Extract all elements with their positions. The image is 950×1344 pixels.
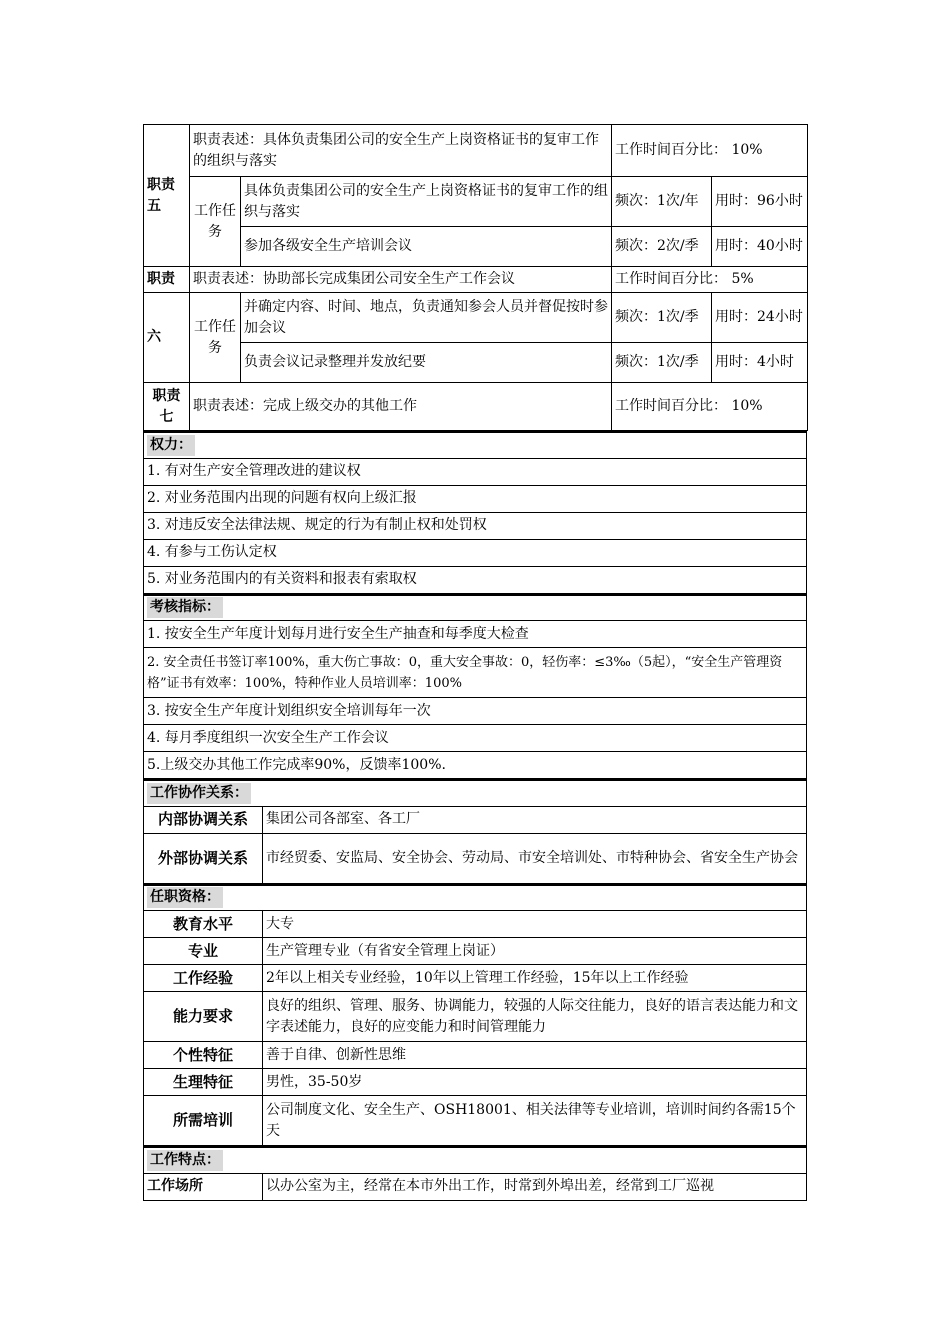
- duty6-task-1-time: 用时：24小时: [712, 293, 808, 343]
- duty5-task-2-time: 用时：40小时: [712, 227, 808, 267]
- power-item: 5. 对业务范围内的有关资料和报表有索取权: [144, 566, 807, 593]
- major-label: 专业: [144, 938, 263, 965]
- kpi-item: 5.上级交办其他工作完成率90%，反馈率100%.: [144, 752, 807, 779]
- internal-coordination-label: 内部协调关系: [144, 806, 263, 833]
- duty6-label-top: 职责: [144, 267, 190, 293]
- duties-table: [143, 124, 808, 431]
- qualifications-header: 任职资格：: [147, 887, 223, 908]
- training-label: 所需培训: [144, 1096, 263, 1146]
- powers-table: [143, 431, 807, 594]
- powers-header: 权力：: [147, 435, 195, 456]
- duty5-label: 职责五: [144, 125, 190, 267]
- external-coordination-label: 外部协调关系: [144, 833, 263, 883]
- workplace-label: 工作场所: [144, 1173, 263, 1200]
- duty6-task-2-time: 用时：4小时: [712, 343, 808, 383]
- kpi-item: 4. 每月季度组织一次安全生产工作会议: [144, 725, 807, 752]
- education-value: 大专: [263, 911, 807, 938]
- duty5-task-2: 参加各级安全生产培训会议: [241, 227, 612, 267]
- power-item: 1. 有对生产安全管理改进的建议权: [144, 458, 807, 485]
- work-features-header: 工作特点：: [147, 1150, 223, 1171]
- kpi-table: [143, 594, 807, 780]
- duty6-task-2-frequency: 频次：1次/季: [612, 343, 712, 383]
- kpi-item: 1. 按安全生产年度计划每月进行安全生产抽查和每季度大检查: [144, 621, 807, 648]
- duty5-statement: 职责表述：具体负责集团公司的安全生产上岗资格证书的复审工作的组织与落实: [190, 125, 612, 177]
- major-value: 生产管理专业（有省安全管理上岗证）: [263, 938, 807, 965]
- duty6-task-1-frequency: 频次：1次/季: [612, 293, 712, 343]
- experience-label: 工作经验: [144, 965, 263, 992]
- qualifications-table: [143, 884, 807, 1147]
- education-label: 教育水平: [144, 911, 263, 938]
- experience-value: 2年以上相关专业经验，10年以上管理工作经验，15年以上工作经验: [263, 965, 807, 992]
- workplace-value: 以办公室为主，经常在本市外出工作，时常到外埠出差，经常到工厂巡视: [263, 1173, 807, 1200]
- duty7-statement: 职责表述：完成上级交办的其他工作: [190, 383, 612, 431]
- physiology-value: 男性，35-50岁: [263, 1069, 807, 1096]
- cooperation-header: 工作协作关系：: [147, 783, 251, 804]
- duty5-task-1: 具体负责集团公司的安全生产上岗资格证书的复审工作的组织与落实: [241, 177, 612, 227]
- duty6-statement: 职责表述：协助部长完成集团公司安全生产工作会议: [190, 267, 612, 293]
- kpi-header: 考核指标：: [147, 597, 223, 618]
- personality-label: 个性特征: [144, 1042, 263, 1069]
- duty5-time-percent: 工作时间百分比： 10%: [612, 125, 808, 177]
- duty5-task-2-frequency: 频次：2次/季: [612, 227, 712, 267]
- personality-value: 善于自律、创新性思维: [263, 1042, 807, 1069]
- duty6-task-label: 工作任务: [190, 293, 241, 383]
- work-features-table: [143, 1146, 807, 1201]
- duty7-time-percent: 工作时间百分比： 10%: [612, 383, 808, 431]
- cooperation-table: [143, 779, 807, 884]
- ability-label: 能力要求: [144, 992, 263, 1042]
- duty6-label-bottom: 六: [144, 293, 190, 383]
- duty5-task-label: 工作任务: [190, 177, 241, 267]
- training-value: 公司制度文化、安全生产、OSH18001、相关法律等专业培训，培训时间约各需15个天: [263, 1096, 807, 1146]
- duty5-task-1-frequency: 频次：1次/年: [612, 177, 712, 227]
- power-item: 2. 对业务范围内出现的问题有权向上级汇报: [144, 485, 807, 512]
- kpi-item: 2. 安全责任书签订率100%，重大伤亡事故：0，重大安全事故：0，轻伤率：≤3‰（5起），“安全生产管理资格”证书有效率：100%，特种作业人员培训率：100%: [144, 648, 807, 698]
- ability-value: 良好的组织、管理、服务、协调能力，较强的人际交往能力，良好的语言表达能力和文字表述能力，良好的应变能力和时间管理能力: [263, 992, 807, 1042]
- power-item: 4. 有参与工伤认定权: [144, 539, 807, 566]
- duty6-task-1: 并确定内容、时间、地点，负责通知参会人员并督促按时参加会议: [241, 293, 612, 343]
- duty6-task-2: 负责会议记录整理并发放纪要: [241, 343, 612, 383]
- power-item: 3. 对违反安全法律法规、规定的行为有制止权和处罚权: [144, 512, 807, 539]
- kpi-item: 3. 按安全生产年度计划组织安全培训每年一次: [144, 698, 807, 725]
- job-description-document: [143, 124, 807, 1201]
- duty5-task-1-time: 用时：96小时: [712, 177, 808, 227]
- internal-coordination-value: 集团公司各部室、各工厂: [263, 806, 807, 833]
- duty7-label: 职责七: [144, 383, 190, 431]
- physiology-label: 生理特征: [144, 1069, 263, 1096]
- duty6-time-percent: 工作时间百分比： 5%: [612, 267, 808, 293]
- external-coordination-value: 市经贸委、安监局、安全协会、劳动局、市安全培训处、市特种协会、省安全生产协会: [263, 833, 807, 883]
